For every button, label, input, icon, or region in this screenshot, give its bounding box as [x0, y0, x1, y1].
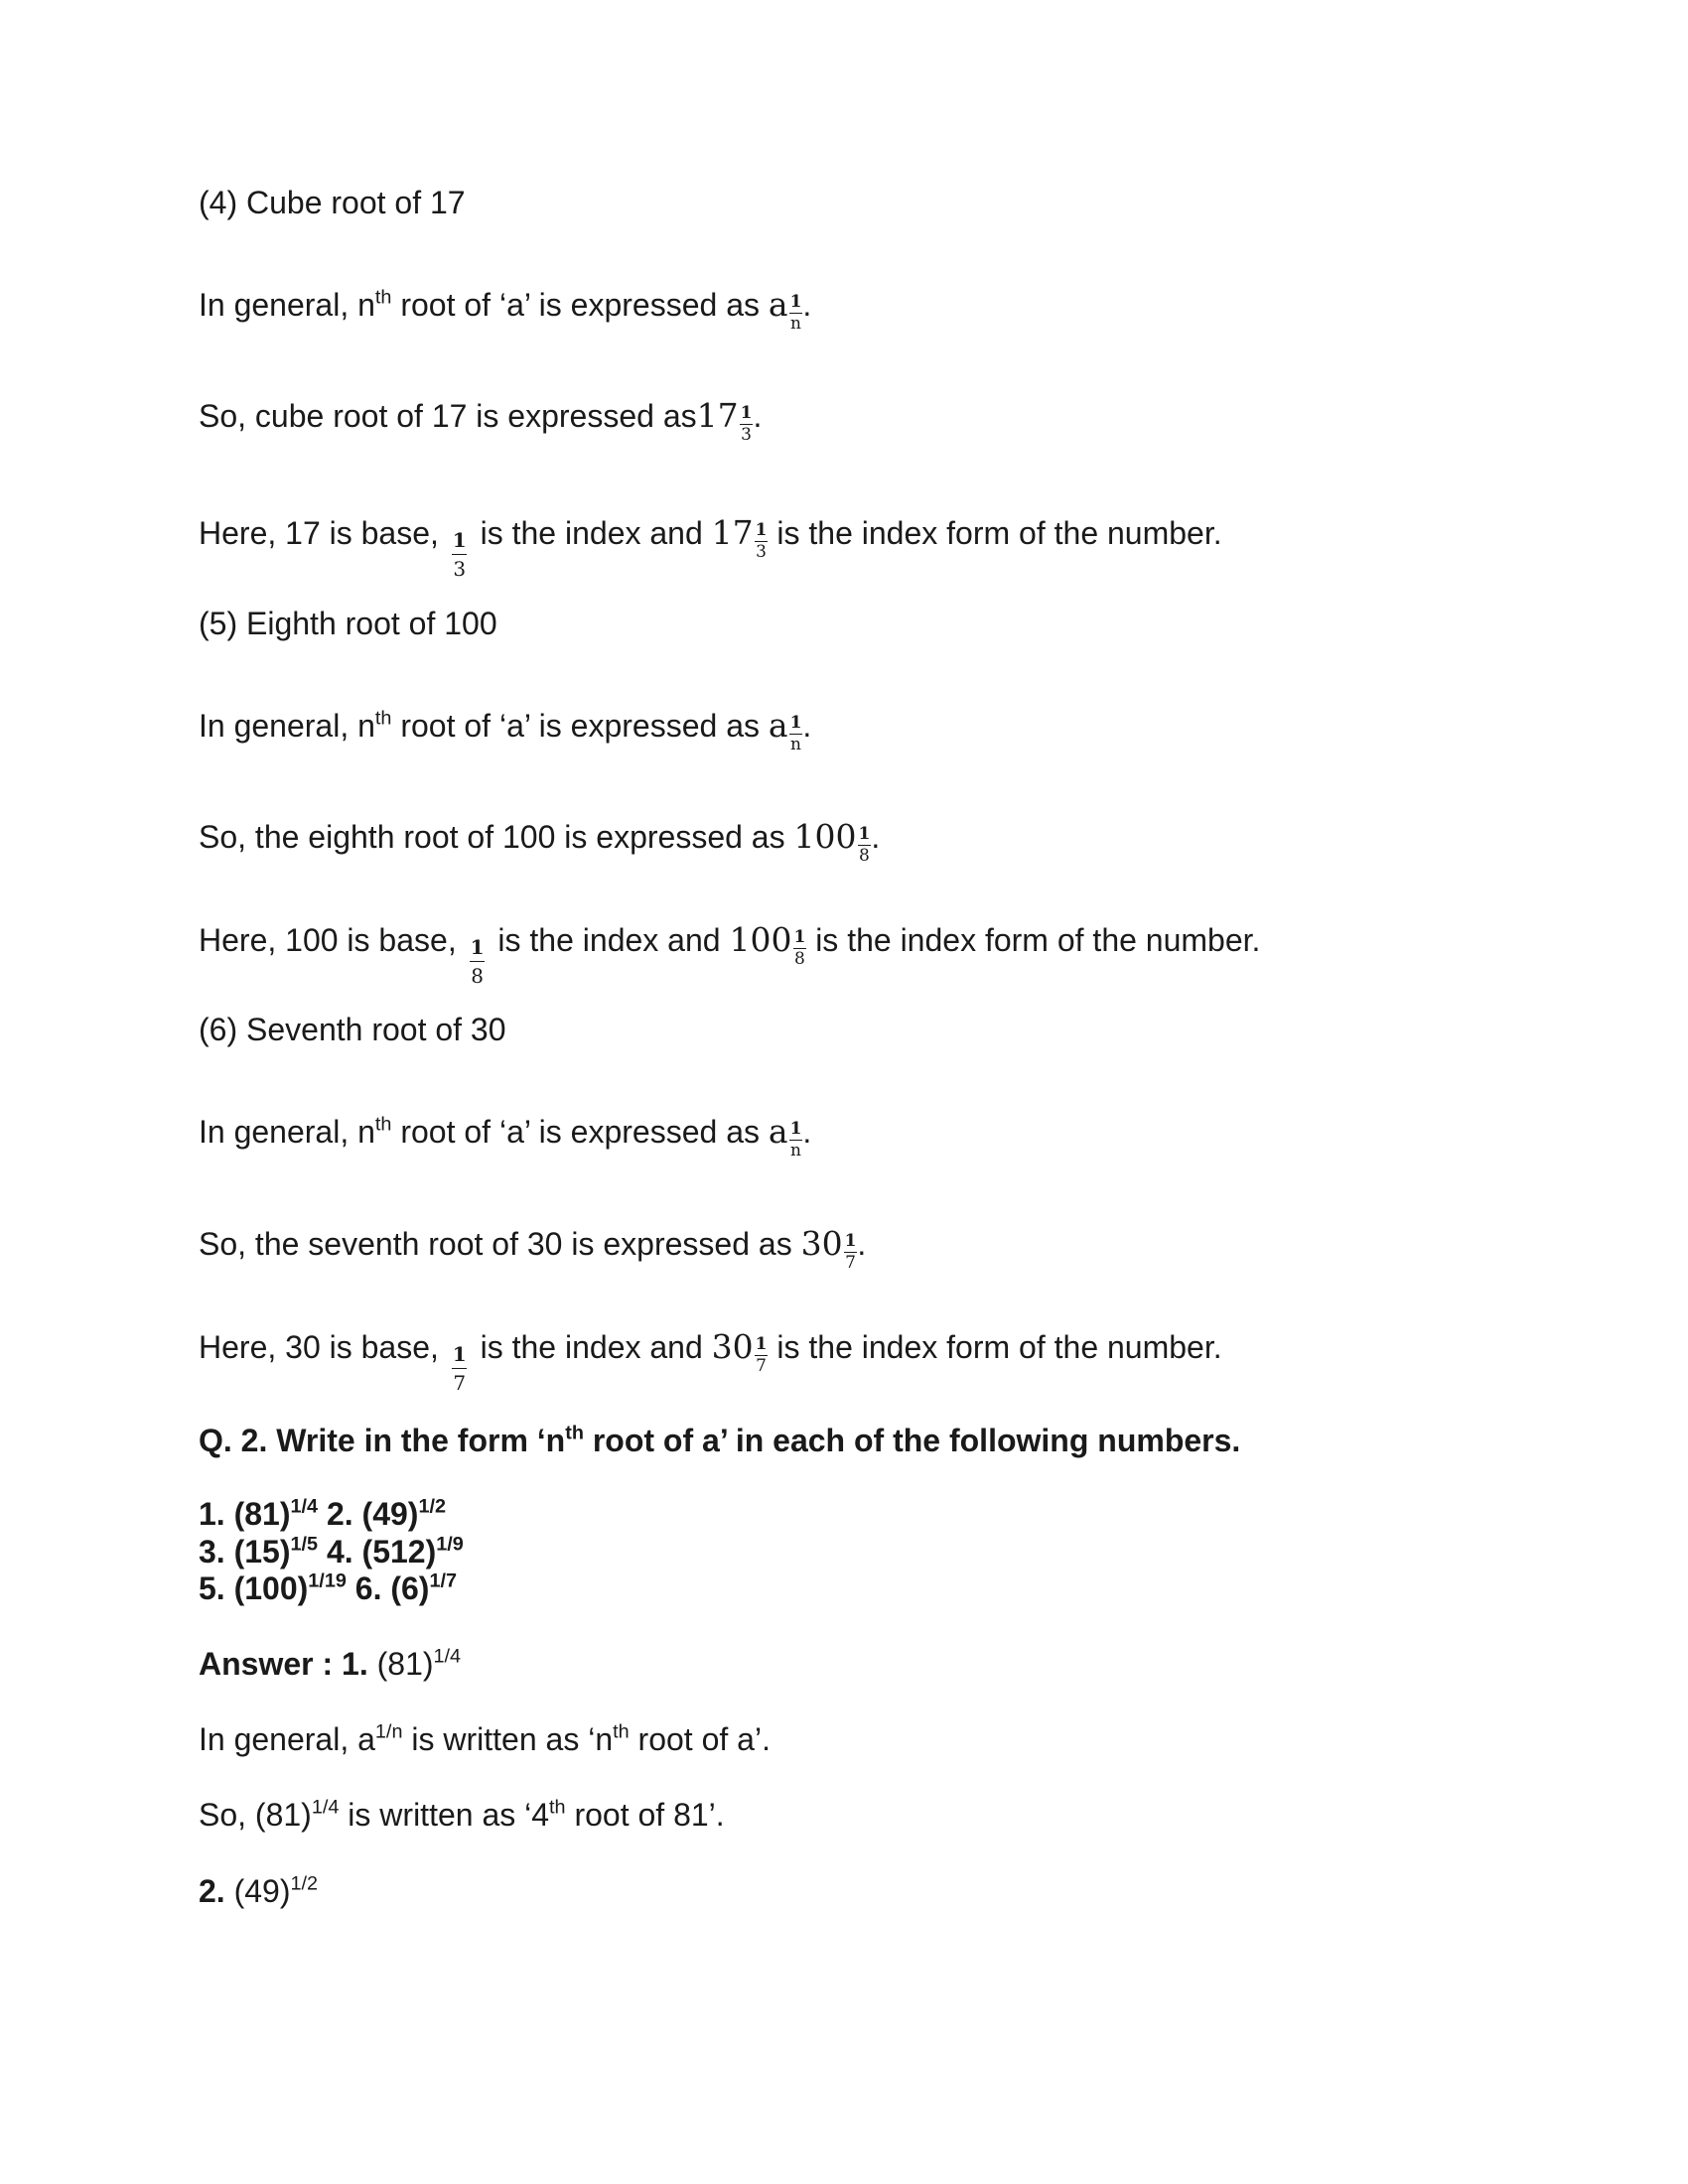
period-text: .	[871, 819, 881, 855]
answer-label: Answer : 1.	[199, 1646, 368, 1682]
fraction-denominator: 8	[470, 961, 485, 986]
index-form-formula	[711, 1327, 769, 1376]
fraction-numerator: 1	[452, 1342, 467, 1366]
general-sup-text: th	[613, 1720, 630, 1743]
general-pre-text: In general, a	[199, 1721, 375, 1757]
q2-item-exponent: 1/4	[290, 1495, 319, 1518]
period-text: .	[802, 287, 812, 323]
q2-item-exponent: 1/19	[308, 1570, 347, 1592]
part5-heading-text: (5) Eighth root of 100	[199, 606, 497, 641]
fraction-denominator: n	[790, 313, 801, 334]
fraction-denominator: 3	[756, 541, 767, 562]
so-formula	[800, 1224, 858, 1273]
index-fraction	[452, 1344, 468, 1393]
q2-item-text: 6. (6)	[346, 1570, 430, 1606]
fraction-numerator: 1	[844, 1230, 857, 1251]
q2-item-text: 4. (512)	[318, 1534, 437, 1570]
fraction-denominator: 3	[741, 424, 752, 445]
so-text: So, the eighth root of 100 is expressed as	[199, 819, 794, 855]
here-end-text: is the index form of the number.	[768, 1329, 1222, 1365]
fraction-denominator: 7	[845, 1252, 856, 1273]
period-text: .	[857, 1226, 867, 1262]
general-mid-text: is written as ‘n	[402, 1721, 614, 1757]
general-pre-text: In general, n	[199, 287, 375, 323]
here-end-text: is the index form of the number.	[768, 515, 1222, 551]
here-pre-text: Here, 17 is base,	[199, 515, 448, 551]
part5-general-line	[199, 706, 812, 754]
part4-heading	[199, 187, 466, 218]
q2-item-text: 5. (100)	[199, 1570, 309, 1606]
so-exponent: 1/4	[311, 1796, 340, 1819]
fraction-numerator: 1	[740, 402, 753, 423]
formula-base: a	[768, 285, 788, 324]
general-formula	[768, 285, 803, 334]
fraction-denominator: 3	[452, 554, 467, 579]
fraction-numerator: 1	[755, 1333, 768, 1354]
part6-heading-text: (6) Seventh root of 30	[199, 1012, 506, 1047]
fraction-numerator: 1	[789, 712, 802, 733]
formula-exponent-fraction	[755, 519, 769, 562]
q2-list-line-1	[199, 1495, 447, 1532]
formula-base: 30	[800, 1224, 843, 1263]
general-exponent: 1/n	[374, 1720, 403, 1743]
general-mid-text: root of ‘a’ is expressed as	[391, 287, 769, 323]
fraction-denominator: 8	[793, 948, 805, 969]
so-text: So, the seventh root of 30 is expressed as	[199, 1226, 801, 1262]
formula-base: 30	[711, 1327, 754, 1366]
answer-item-exponent: 1/4	[433, 1645, 462, 1668]
part6-so-line	[199, 1224, 867, 1273]
here-mid-text: is the index and	[489, 922, 730, 958]
formula-base: a	[768, 1112, 788, 1151]
part5-here-line	[199, 920, 1261, 988]
formula-exponent-fraction	[789, 291, 803, 334]
general-pre-text: In general, n	[199, 1114, 375, 1150]
fraction-numerator: 1	[452, 528, 467, 552]
general-mid-text: root of ‘a’ is expressed as	[391, 1114, 769, 1150]
general-sup-text: th	[374, 707, 392, 730]
formula-exponent-fraction	[755, 1333, 769, 1376]
formula-base: 17	[696, 396, 739, 435]
so-formula	[696, 396, 754, 445]
part4-general-line	[199, 285, 812, 334]
part4-heading-text: (4) Cube root of 17	[199, 185, 466, 220]
here-pre-text: Here, 100 is base,	[199, 922, 466, 958]
formula-exponent-fraction	[789, 1118, 803, 1160]
general-sup-text: th	[374, 1113, 392, 1136]
answer-line	[199, 1645, 462, 1682]
answer-general-line	[199, 1720, 771, 1757]
formula-base: 17	[711, 513, 754, 552]
so-pre-text: So, (81)	[199, 1797, 312, 1833]
period-text: .	[802, 1114, 812, 1150]
q2-item-text: 1. (81)	[199, 1496, 291, 1532]
formula-base: a	[768, 706, 788, 745]
answer-item2-line	[199, 1872, 319, 1909]
here-end-text: is the index form of the number.	[806, 922, 1261, 958]
period-text: .	[753, 398, 763, 434]
fraction-denominator: 7	[756, 1355, 767, 1376]
answer-item-exponent: 1/2	[290, 1872, 319, 1895]
q2-list-line-2	[199, 1533, 464, 1570]
formula-exponent-fraction	[740, 402, 754, 445]
answer-item-text: (49)	[224, 1873, 291, 1909]
index-form-formula	[711, 513, 769, 562]
general-pre-text: In general, n	[199, 708, 375, 744]
q2-title-post: root of a’ in each of the following numbers.	[583, 1423, 1241, 1458]
fraction-numerator: 1	[858, 823, 871, 844]
period-text: .	[802, 708, 812, 744]
formula-exponent-fraction	[857, 823, 871, 866]
general-formula	[768, 706, 803, 754]
q2-item-exponent: 1/9	[436, 1533, 464, 1556]
here-mid-text: is the index and	[471, 1329, 712, 1365]
index-fraction	[470, 937, 486, 986]
part5-so-line	[199, 817, 881, 866]
answer-so-line	[199, 1796, 725, 1833]
index-form-formula	[729, 920, 806, 969]
so-end-text: root of 81’.	[565, 1797, 725, 1833]
q2-item-exponent: 1/5	[290, 1533, 319, 1556]
fraction-denominator: 8	[858, 845, 870, 866]
formula-exponent-fraction	[792, 926, 806, 969]
fraction-numerator: 1	[793, 926, 806, 947]
part6-general-line	[199, 1112, 812, 1160]
q2-item-text: 2. (49)	[318, 1496, 419, 1532]
q2-list-line-3	[199, 1572, 457, 1604]
index-fraction	[452, 530, 468, 579]
part5-heading	[199, 608, 497, 639]
answer-item-text: (81)	[367, 1646, 434, 1682]
formula-exponent-fraction	[789, 712, 803, 754]
q2-title-sup: th	[565, 1422, 584, 1444]
here-mid-text: is the index and	[471, 515, 712, 551]
general-end-text: root of a’.	[629, 1721, 771, 1757]
q2-item-text: 3. (15)	[199, 1534, 291, 1570]
so-sup-text: th	[549, 1796, 566, 1819]
fraction-numerator: 1	[789, 291, 802, 312]
part6-here-line	[199, 1327, 1222, 1395]
q2-title-pre: Q. 2. Write in the form ‘n	[199, 1423, 566, 1458]
q2-item-exponent: 1/2	[418, 1495, 447, 1518]
part4-so-line	[199, 396, 763, 445]
here-pre-text: Here, 30 is base,	[199, 1329, 448, 1365]
formula-exponent-fraction	[844, 1230, 858, 1273]
answer-item2-label: 2.	[199, 1873, 225, 1909]
general-mid-text: root of ‘a’ is expressed as	[391, 708, 769, 744]
fraction-numerator: 1	[470, 935, 485, 959]
so-formula	[793, 817, 871, 866]
fraction-denominator: 7	[452, 1368, 467, 1393]
fraction-denominator: n	[790, 734, 801, 754]
general-sup-text: th	[374, 286, 392, 309]
part6-heading	[199, 1014, 506, 1045]
fraction-numerator: 1	[755, 519, 768, 540]
q2-item-exponent: 1/7	[429, 1570, 458, 1592]
fraction-denominator: n	[790, 1140, 801, 1160]
so-mid-text: is written as ‘4	[339, 1797, 550, 1833]
general-formula	[768, 1112, 803, 1160]
so-text: So, cube root of 17 is expressed as	[199, 398, 697, 434]
q2-title	[199, 1422, 1241, 1458]
formula-base: 100	[729, 920, 792, 959]
part4-here-line	[199, 513, 1222, 581]
formula-base: 100	[793, 817, 857, 856]
fraction-numerator: 1	[789, 1118, 802, 1139]
